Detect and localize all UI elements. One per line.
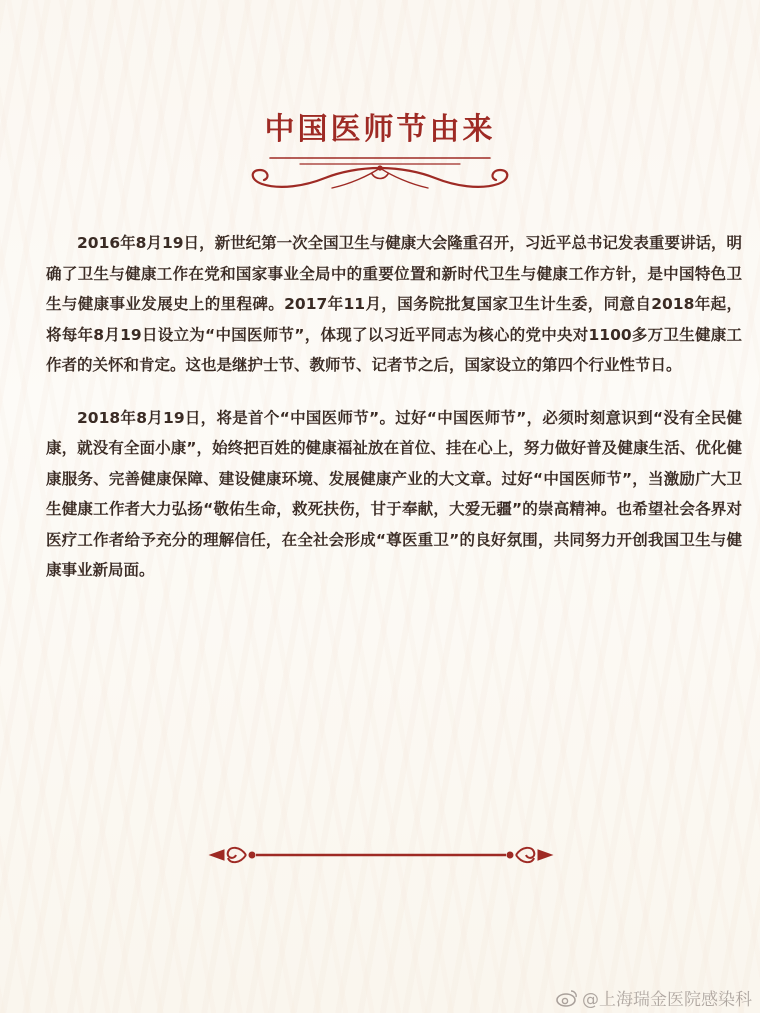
weibo-icon: [556, 989, 578, 1007]
bottom-divider-ornament: [206, 838, 556, 872]
page-title: 中国医师节由来: [264, 112, 496, 147]
watermark-text: @上海瑞金医院感染科: [582, 990, 752, 1010]
paragraph-2: 2018年8月19日，将是首个“中国医师节”。过好“中国医师节”，必须时刻意识到“没有全民健康，就没有全面小康”，始终把百姓的健康福祉放在首位、挂在心上，努力做好普及健康生活、优化健康服务、完善健康保障、建设健康环境、发展健康产业的大文章。过好“中国医师节”，当激励广大卫生健康工作者大力弘扬“敬佑生命，救死扶伤，甘于奉献，大爱无疆”的崇高精神。也希望社会各界对医疗工作者给予充分的理解信任，在全社会形成“尊医重卫”的良好氛围，共同努力开创我国卫生与健康事业新局面。: [46, 408, 742, 579]
title-flourish-ornament: [240, 150, 520, 200]
weibo-watermark: [556, 985, 752, 1010]
article-body: [46, 228, 742, 586]
paragraph-1: 2016年8月19日，新世纪第一次全国卫生与健康大会隆重召开，习近平总书记发表重要讲话，明确了卫生与健康工作在党和国家事业全局中的重要位置和新时代卫生与健康工作方针，是中国特色卫生与健康事业发展史上的里程碑。2017年11月，国务院批复国家卫生计生委，同意自2018年起，将每年8月19日设立为“中国医师节”，体现了以习近平同志为核心的党中央对1100多万卫生健康工作者的关怀和肯定。这也是继护士节、教师节、记者节之后，国家设立的第四个行业性节日。: [46, 234, 742, 374]
